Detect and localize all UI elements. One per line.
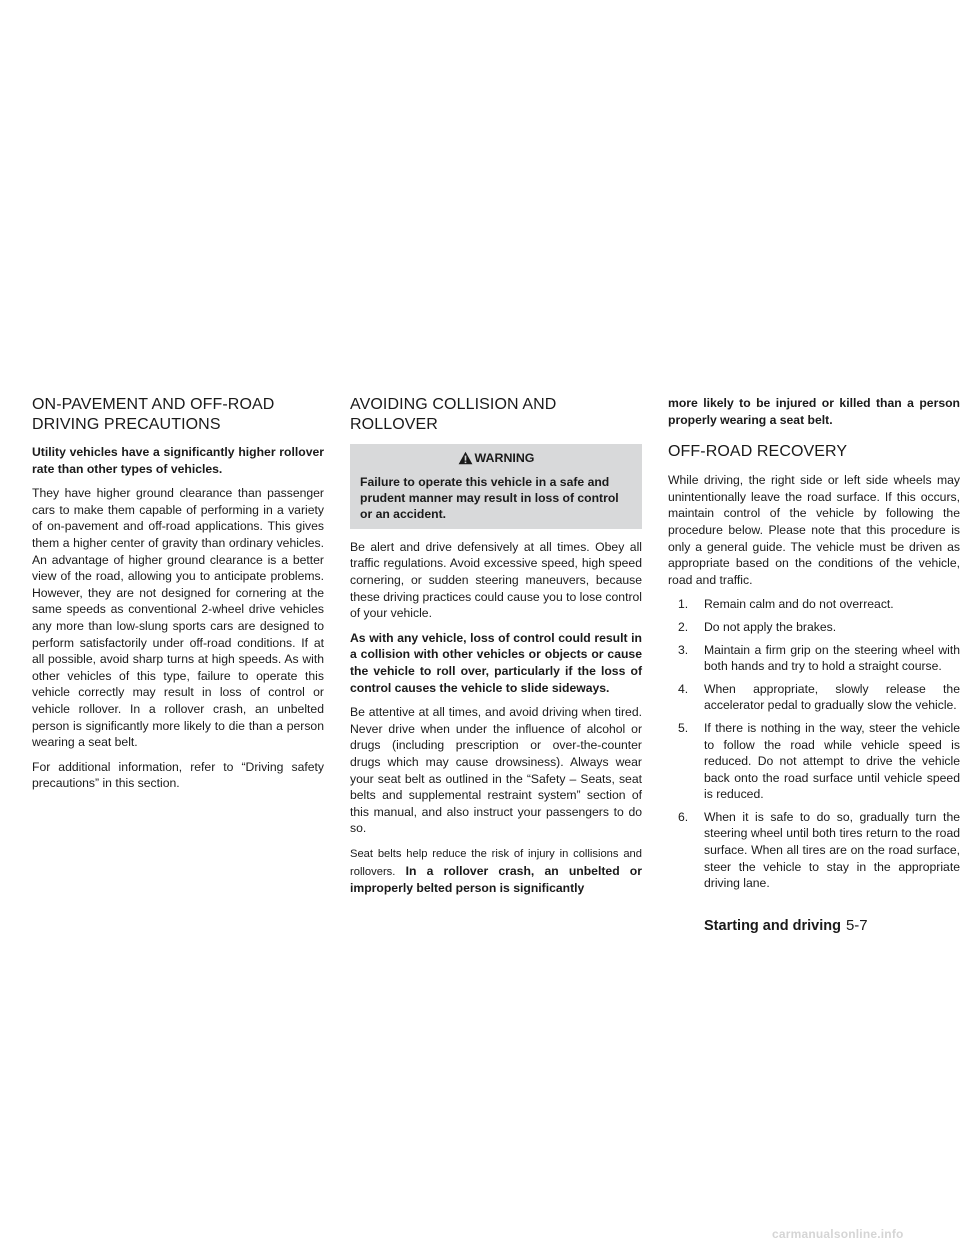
list-item: 2. Do not apply the brakes. <box>678 619 837 634</box>
bold-paragraph: As with any vehicle, loss of control could result in a collision with other vehicles or objects or cause the vehicle to roll over, particularly if the loss of control causes the vehicle to slide sideways. <box>350 630 642 695</box>
paragraph: They have higher ground clearance than passenger cars to make them capable of performing in a variety of on-pavement and off-road applications. This gives them a higher center of gravity than ordinary vehicles. An advantage of higher ground clearance is a better view of the road, allowing you to anticipate problems. However, they are not designed for cornering at the same speeds as conventional 2-wheel drive vehicles any more than low-slung sports cars are designed to perform satisfactorily under off-road conditions. If at all possible, avoid sharp turns at high speeds. As with other vehicles of this type, failure to operate this vehicle correctly may result in loss of control or vehicle rollover. In a rollover crash, an unbelted person is significantly more likely to die than a person wearing a seat belt. <box>32 486 324 750</box>
column-3 <box>668 395 960 898</box>
warning-triangle-icon <box>458 451 473 465</box>
list-item: 4. When appropriate, slowly release the accelerator pedal to gradually slow the vehicle. <box>678 681 960 713</box>
list-item: 6. When it is safe to do so, gradually turn the steering wheel until both tires return to the road surface. When all tires are on the road surface, steer the vehicle to stay in the appropriate driving lane. <box>678 809 960 891</box>
warning-text: Failure to operate this vehicle in a safe and prudent manner may result in loss of control or an accident. <box>360 474 619 522</box>
recovery-steps-list <box>668 596 960 892</box>
column-1 <box>32 395 324 800</box>
page-footer <box>704 917 960 934</box>
page-number: 5-7 <box>845 917 868 934</box>
section-heading-on-pavement: ON-PAVEMENT AND OFF-ROAD DRIVING PRECAUTIONS <box>32 396 275 433</box>
warning-label: WARNING <box>474 451 535 465</box>
warning-header <box>350 444 642 474</box>
section-heading-avoiding-collision: AVOIDING COLLISION AND ROLLOVER <box>350 396 557 433</box>
section-heading-off-road-recovery: OFF-ROAD RECOVERY <box>668 443 848 461</box>
watermark: carmanualsonline.info <box>772 1227 904 1241</box>
paragraph: For additional information, refer to “Driving safety precautions” in this section. <box>32 759 324 791</box>
list-item: 5. If there is nothing in the way, steer the vehicle to follow the road while vehicle speed is reduced. Do not attempt to drive the vehicle back onto the road surface until vehicle speed is reduced. <box>678 720 960 802</box>
paragraph: While driving, the right side or left side wheels may unintentionally leave the road surface. If this occurs, maintain control of the vehicle by following the procedure below. Please note that this procedure is only a general guide. The vehicle must be driven as appropriate based on the conditions of the vehicle, road and traffic. <box>668 473 960 587</box>
footer-section-title: Starting and driving <box>704 918 841 934</box>
lead-paragraph: Utility vehicles have a significantly higher rollover rate than other types of vehicles. <box>32 445 324 476</box>
list-item: 3. Maintain a firm grip on the steering wheel with both hands and try to hold a straight course. <box>678 642 960 674</box>
paragraph: Seat belts help reduce the risk of injury in collisions and rollovers. In a rollover crash, an unbelted or improperly belted person is significantly <box>350 847 642 896</box>
column-2 <box>350 395 642 905</box>
paragraph: Be attentive at all times, and avoid driving when tired. Never drive when under the influence of alcohol or drugs (including prescription or over-the-counter drugs which may cause drowsiness). Always wear your seat belt as outlined in the “Safety – Seats, seat belts and supplemental restraint system” section of this manual, and also instruct your passengers to do so. <box>350 705 642 836</box>
paragraph: Be alert and drive defensively at all times. Obey all traffic regulations. Avoid excessive speed, high speed cornering, or sudden steering maneuvers, because these driving practices could cause you to lose control of your vehicle. <box>350 539 642 621</box>
list-item: 1. Remain calm and do not overreact. <box>678 597 894 612</box>
bold-paragraph-continued: more likely to be injured or killed than a person properly wearing a seat belt. <box>668 396 960 427</box>
warning-box <box>350 444 642 529</box>
